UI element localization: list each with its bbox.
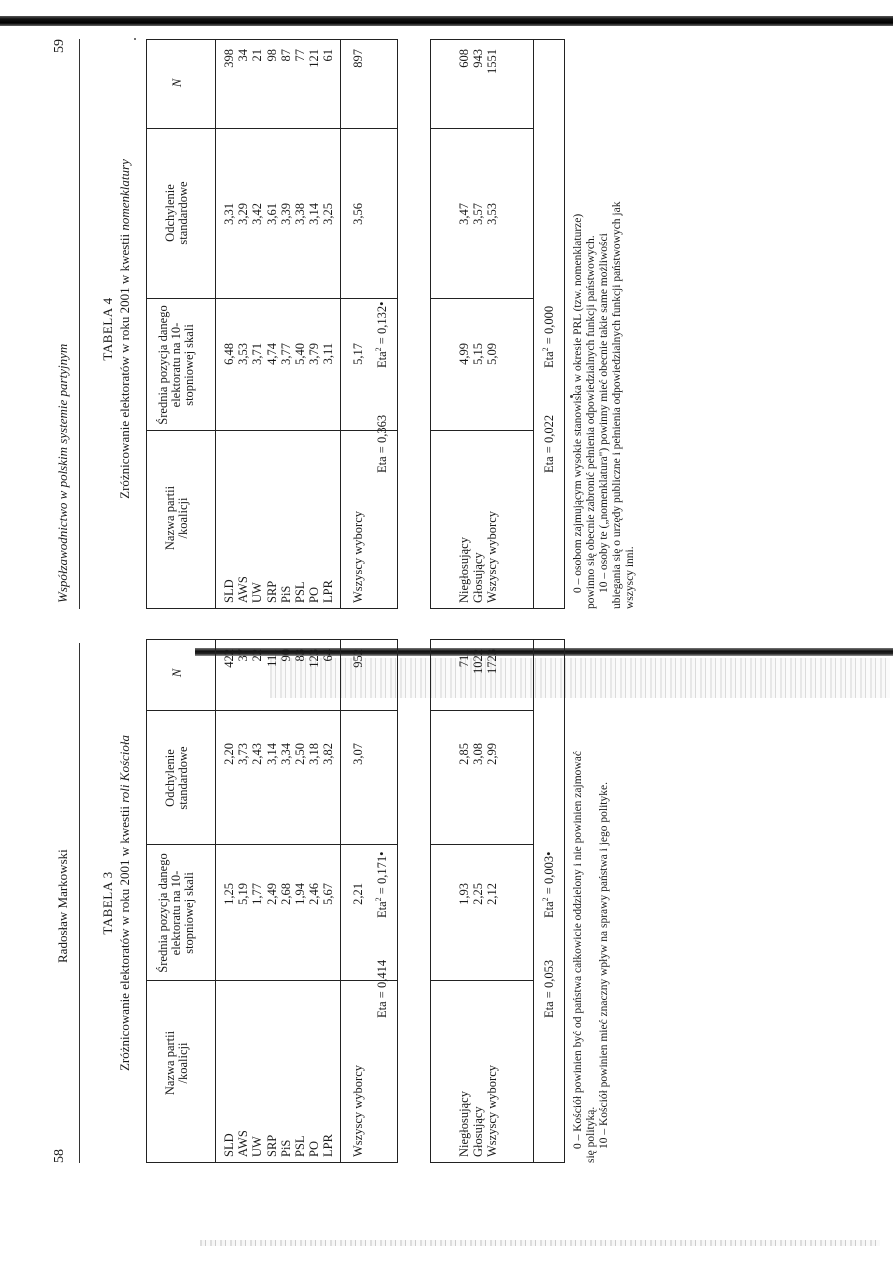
row-party: Niegłosujący	[457, 537, 471, 603]
row-mean: 3,53	[236, 343, 251, 365]
row-mean: 2,46	[307, 883, 322, 905]
eta-value: Eta = 0,363	[375, 414, 389, 473]
row-sd: 3,14	[264, 743, 279, 765]
table-title: TABELA 4	[100, 297, 115, 361]
running-head: Współzawodnictwo w polskim systemie partyjnym	[55, 343, 70, 603]
row-party: UW	[250, 582, 265, 603]
table-col-rule	[146, 128, 398, 129]
row-sd: 3,18	[307, 743, 322, 765]
total-party: Wszyscy wyborcy	[351, 1065, 365, 1157]
note-line: 0 – osobom zajmującym wysokie stanowiska w okresie PRL (tzw. nomenklaturze)	[572, 213, 584, 593]
row-party: LPR	[321, 1134, 336, 1157]
row-sd: 3,39	[278, 203, 293, 225]
row-mean: 6,48	[222, 343, 236, 365]
row-party: SRP	[264, 1134, 279, 1157]
row-n: 608	[457, 49, 471, 68]
row-mean: 5,15	[471, 343, 486, 365]
row-n: 1551	[485, 49, 500, 74]
table-subtitle	[117, 49, 133, 609]
row-n: 98	[264, 49, 279, 62]
header-n: N	[170, 78, 184, 88]
row-mean: 2,68	[278, 883, 293, 905]
page-number: 59	[52, 39, 67, 53]
header-party: Nazwa partii /koalicji	[163, 1030, 190, 1096]
header-mean: Średnia pozycja danego elektoratu na 10-stopniowej skali	[156, 305, 196, 425]
header-rule	[79, 643, 80, 1163]
table-groups-rule	[533, 639, 534, 1163]
row-n: 34	[236, 49, 251, 62]
table-header-rule	[215, 39, 216, 609]
row-sd: 2,50	[293, 743, 307, 765]
row-sd: 3,61	[264, 203, 279, 225]
total-sd: 3,07	[351, 743, 365, 765]
table-subtitle-text: Zróżnicowanie elektoratów w roku 2001 w kwestii	[117, 230, 132, 499]
running-head: Radosław Markowski	[55, 849, 70, 963]
row-party: PO	[307, 1141, 322, 1157]
row-mean: 5,09	[485, 343, 500, 365]
table-col-rule	[146, 844, 398, 845]
row-n: 77	[293, 49, 307, 62]
row-sd: 3,29	[236, 203, 251, 225]
row-n: 87	[278, 49, 293, 62]
row-sd: 3,25	[321, 203, 336, 225]
row-sd: 3,53	[485, 203, 500, 225]
row-mean: 5,67	[321, 883, 336, 905]
row-sd: 3,42	[250, 203, 265, 225]
row-mean: 1,25	[222, 883, 236, 905]
row-n: 22	[250, 649, 265, 662]
row-sd: 3,47	[457, 203, 471, 225]
row-n: 90	[278, 649, 293, 662]
table-total-rule	[340, 639, 341, 1163]
total-mean: 2,21	[351, 883, 365, 905]
row-n: 123	[307, 649, 322, 668]
row-mean: 3,11	[321, 343, 336, 365]
row-party: Głosujący	[471, 1106, 486, 1157]
row-party: Głosujący	[471, 552, 486, 603]
row-party: SLD	[222, 579, 236, 603]
row-mean: 1,93	[457, 883, 471, 905]
header-party: Nazwa partii /koalicji	[163, 485, 190, 551]
table-subtitle	[117, 643, 133, 1163]
note-line: się polityką.	[585, 1106, 597, 1163]
eta-squared-value: Eta$^2$ = 0,132•	[373, 301, 389, 368]
total-n: 897	[351, 49, 365, 68]
row-n: 1723	[485, 649, 500, 674]
table-col-rule	[430, 298, 533, 299]
row-party: UW	[250, 1136, 265, 1157]
table-subtitle-text: Zróżnicowanie elektoratów w roku 2001 w kwestii	[117, 802, 132, 1072]
row-party: SLD	[222, 1133, 236, 1157]
row-sd: 3,08	[471, 743, 486, 765]
row-mean: 5,19	[236, 883, 251, 905]
row-mean: 4,99	[457, 343, 471, 365]
row-party: PiS	[278, 1139, 293, 1157]
row-mean: 2,49	[264, 883, 279, 905]
table-col-rule	[146, 298, 398, 299]
row-n: 64	[321, 649, 336, 662]
row-party: AWS	[236, 576, 251, 603]
note-line: ubiegania się o urzędy publiczne i pełnienia odpowiedzialnych funkcji państwowych jak	[611, 201, 623, 609]
group-eta-squared-value: Eta$^2$ = 0,003•	[540, 851, 556, 918]
row-n: 61	[321, 49, 336, 62]
row-sd: 3,14	[307, 203, 322, 225]
row-mean: 5,40	[293, 343, 307, 365]
row-party: Niegłosujący	[457, 1091, 471, 1157]
row-mean: 4,74	[264, 343, 279, 365]
row-sd: 2,20	[222, 743, 236, 765]
row-party: Wszyscy wyborcy	[485, 1065, 500, 1157]
row-n: 422	[222, 649, 236, 668]
group-eta-value: Eta = 0,053	[542, 959, 556, 1018]
row-sd: 3,34	[278, 743, 293, 765]
group-eta-squared-value: Eta$^2$ = 0,000	[540, 305, 556, 368]
table-title: TABELA 3	[100, 871, 115, 935]
row-party: PO	[307, 587, 322, 603]
row-party: LPR	[321, 580, 336, 603]
row-n: 398	[222, 49, 236, 68]
table-total-rule	[340, 39, 341, 609]
row-sd: 2,99	[485, 743, 500, 765]
total-party: Wszyscy wyborcy	[351, 511, 365, 603]
row-mean: 3,71	[250, 343, 265, 365]
total-sd: 3,56	[351, 203, 365, 225]
row-n: 943	[471, 49, 486, 68]
row-party: SRP	[264, 580, 279, 603]
row-n: 83	[293, 649, 307, 662]
row-sd: 3,57	[471, 203, 486, 225]
row-n: 37	[236, 649, 251, 662]
row-sd: 2,85	[457, 743, 471, 765]
total-n: 952	[351, 649, 365, 668]
row-n: 711	[457, 649, 471, 668]
header-sd: Odchylenie standardowe	[163, 181, 190, 245]
row-sd: 3,82	[321, 743, 336, 765]
row-party: Wszyscy wyborcy	[485, 511, 500, 603]
row-mean: 1,77	[250, 883, 265, 905]
row-n: 1022	[471, 649, 486, 674]
row-party: PSL	[293, 581, 307, 603]
eta-value: Eta = 0,414	[375, 959, 389, 1018]
table-subtitle-topic: nomenklatury	[117, 159, 132, 231]
table-col-rule	[430, 710, 533, 711]
table-col-rule	[146, 710, 398, 711]
group-eta-value: Eta = 0,022	[542, 414, 556, 473]
note-line: 10 – osoby te („nomenklatura") powinny mieć obecnie takie same możliwości	[598, 233, 610, 593]
row-sd: 2,43	[250, 743, 265, 765]
note-line: 0 – Kościół powinien być od państwa całkowicie oddzielony i nie powinien zajmować	[572, 751, 584, 1149]
table-col-rule	[430, 430, 533, 431]
row-mean: 3,79	[307, 343, 322, 365]
row-n: 21	[250, 49, 265, 62]
row-mean: 1,94	[293, 883, 307, 905]
page-number: 58	[52, 1149, 67, 1163]
table-col-rule	[430, 980, 533, 981]
row-party: PiS	[278, 585, 293, 603]
header-rule	[79, 39, 80, 609]
row-mean: 2,12	[485, 883, 500, 905]
row-sd: 3,31	[222, 203, 236, 225]
left-page	[0, 623, 893, 1263]
row-mean: 2,25	[471, 883, 486, 905]
eta-squared-value: Eta$^2$ = 0,171•	[373, 851, 389, 918]
table-header-rule	[215, 639, 216, 1163]
table-groups-rule	[533, 39, 534, 609]
total-mean: 5,17	[351, 343, 365, 365]
table-col-rule	[430, 128, 533, 129]
table-subtitle-topic: roli Kościoła	[117, 735, 132, 803]
row-sd: 3,38	[293, 203, 307, 225]
table-col-rule	[146, 430, 398, 431]
row-n: 121	[307, 49, 322, 68]
header-mean: Średnia pozycja danego elektoratu na 10-stopniowej skali	[156, 853, 196, 973]
right-page	[0, 0, 893, 623]
header-sd: Odchylenie standardowe	[163, 746, 190, 810]
table-col-rule	[146, 980, 398, 981]
row-n: 111	[264, 649, 279, 667]
table-col-rule	[430, 844, 533, 845]
row-mean: 3,77	[278, 343, 293, 365]
row-party: AWS	[236, 1130, 251, 1157]
row-party: PSL	[293, 1135, 307, 1157]
note-line: wszyscy inni.	[624, 546, 636, 609]
note-line: powinno się obecnie zabronić pełnienia odpowiedzialnych funkcji państwowych.	[585, 235, 597, 609]
note-line: 10 – Kościół powinien mieć znaczny wpływ na sprawy państwa i jego polityke.	[598, 782, 610, 1149]
header-n: N	[170, 668, 184, 678]
row-sd: 3,73	[236, 743, 251, 765]
